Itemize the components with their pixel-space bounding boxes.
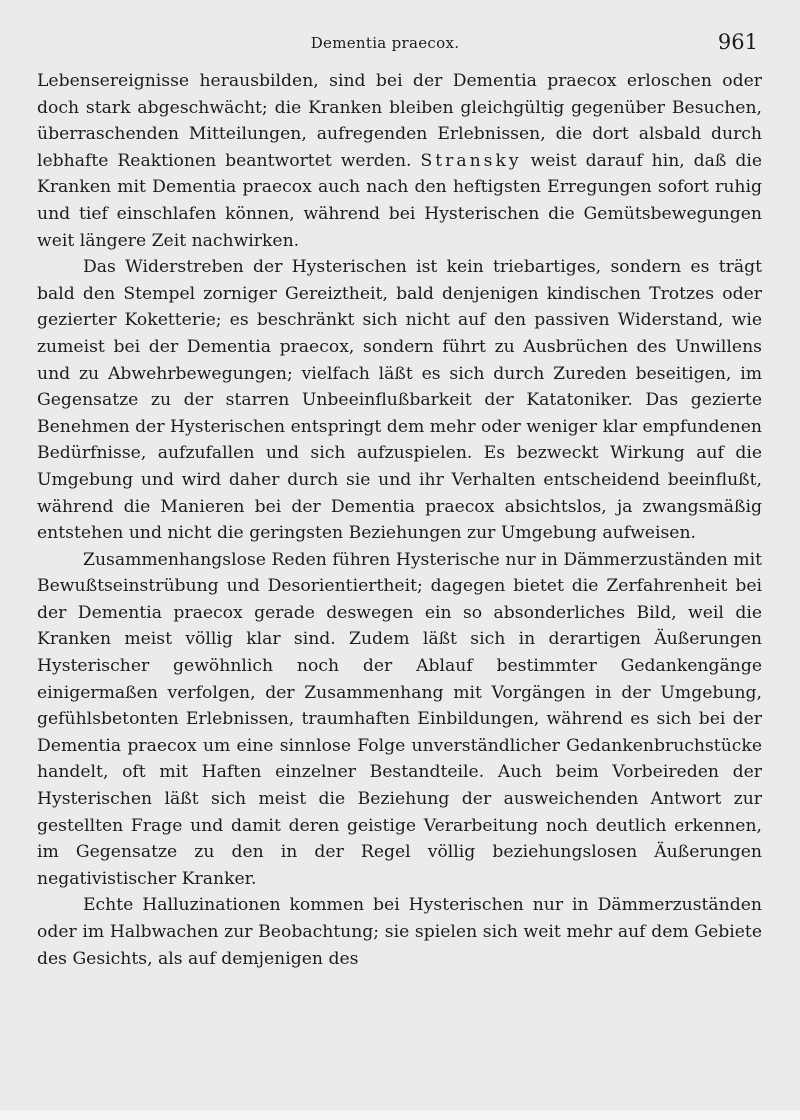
body-text xyxy=(37,68,762,972)
running-head xyxy=(0,30,800,58)
paragraph xyxy=(37,68,762,254)
text-segment: Das Widerstreben der Hysterischen ist kein triebartiges, sondern es trägt bald den Stempel zorniger Gereiztheit, bald denjenigen kindischen Trotzes oder gezierter Koketterie; es beschränkt sich nicht auf den passiven Widerstand, wie zumeist bei der Dementia praecox, sondern führt zu Ausbrüchen des Unwillens und zu Abwehrbewegungen; vielfach läßt es sich durch Zureden beseitigen, im Gegensatze zu der starren Unbeeinflußbarkeit der Katatoniker. Das gezierte Benehmen der Hysterischen entspringt dem mehr oder weniger klar empfundenen Bedürfnisse, aufzufallen und sich aufzuspielen. Es bezweckt Wirkung auf die Umgebung und wird daher durch sie und ihr Verhalten entscheidend beeinflußt, während die Manieren bei der Dementia praecox absichtslos, ja zwangsmäßig entstehen und nicht die geringsten Beziehungen zur Umgebung aufweisen. xyxy=(37,257,762,544)
text-segment: weist darauf hin, daß die Kranken mit Dementia praecox auch nach den heftigsten Erregungen sofort ruhig und tief einschlafen können, während bei Hysterischen die Gemütsbewegungen weit längere Zeit nachwirken. xyxy=(37,150,762,251)
running-title: Dementia praecox. xyxy=(310,34,460,52)
author-name: Stransky xyxy=(420,150,522,171)
text-segment: Lebensereignisse herausbilden, sind bei der Dementia praecox erloschen oder doch stark abgeschwächt; die Kranken bleiben gleichgültig gegenüber Besuchen, überraschenden Mitteilungen, aufregenden Erlebnissen, die dort alsbald durch lebhafte Reaktionen beantwortet werden. xyxy=(37,71,762,171)
page-bottom-edge xyxy=(0,1110,800,1120)
paragraph xyxy=(37,254,762,547)
text-segment: Zusammenhangslose Reden führen Hysterische nur in Dämmerzuständen mit Bewußtseinstrübung und Desorientiertheit; dagegen bietet die Zerfahrenheit bei der Dementia praecox gerade deswegen ein so absonderliches Bild, weil die Kranken meist völlig klar sind. Zudem läßt sich in derartigen Äußerungen Hysterischer gewöhnlich noch der Ablauf bestimmter Gedankengänge einigermaßen verfolgen, der Zusammenhang mit Vorgängen in der Umgebung, gefühlsbetonten Erlebnissen, traumhaften Einbildungen, während es sich bei der Dementia praecox um eine sinnlose Folge unverständlicher Gedankenbruchstücke handelt, oft mit Haften einzelner Bestandteile. Auch beim Vorbeireden der Hysterischen läßt sich meist die Beziehung der ausweichenden Antwort zur gestellten Frage und damit deren geistige Verarbeitung noch deutlich erkennen, im Gegensatze zu den in der Regel völlig beziehungslosen Äußerungen negativistischer Kranker. xyxy=(37,549,762,889)
text-segment: Echte Halluzinationen kommen bei Hysterischen nur in Dämmerzuständen oder im Halbwachen zur Beobachtung; sie spielen sich weit mehr auf dem Gebiete des Gesichts, als auf demjenigen des xyxy=(37,895,762,969)
paragraph xyxy=(37,547,762,893)
page-number: 961 xyxy=(717,30,758,54)
paragraph xyxy=(37,892,762,972)
